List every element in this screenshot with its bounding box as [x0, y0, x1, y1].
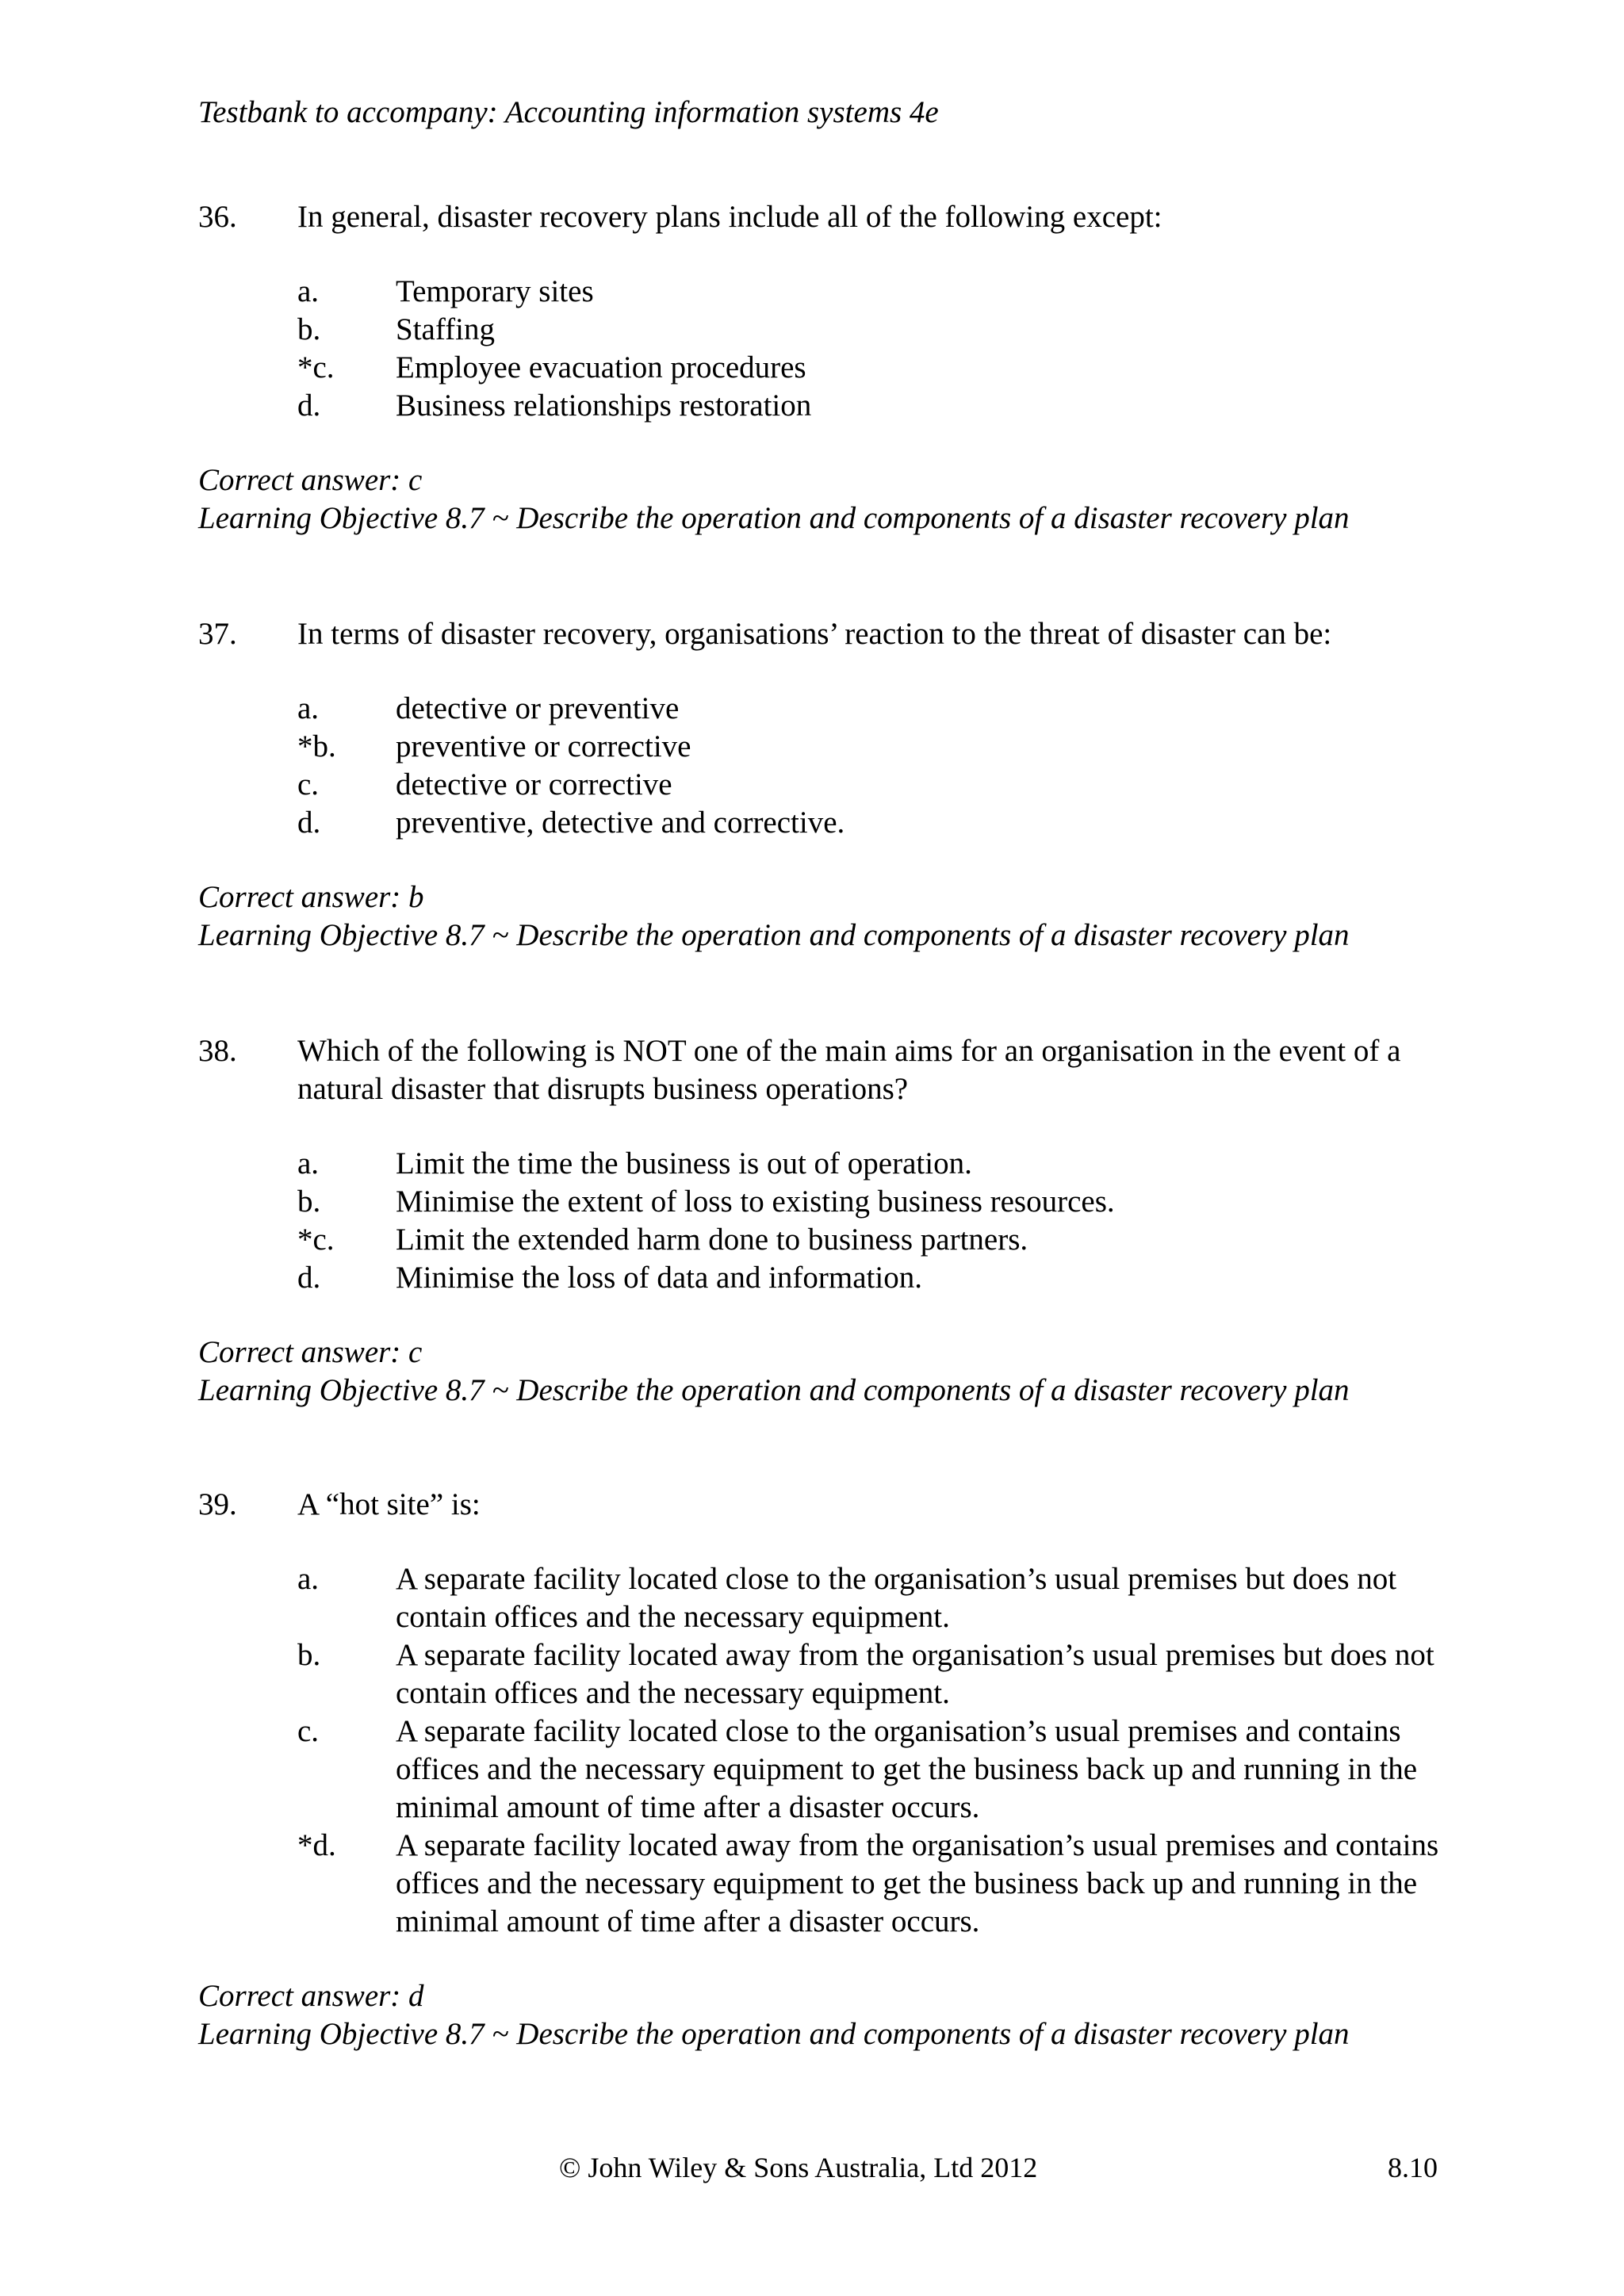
correct-answer: Correct answer: b	[198, 880, 424, 914]
question-stem	[198, 615, 1435, 653]
option-text: Employee evacuation procedures	[396, 350, 806, 385]
option-item	[297, 387, 1435, 425]
option-item	[297, 1145, 1435, 1183]
question-36	[198, 198, 1435, 538]
option-text: Staffing	[396, 312, 495, 346]
answer-block	[198, 1977, 1435, 2053]
question-number: 39.	[198, 1487, 237, 1521]
learning-objective: Learning Objective 8.7 ~ Describe the operation and components of a disaster recovery plan	[198, 501, 1350, 535]
option-text: preventive, detective and corrective.	[396, 806, 845, 840]
option-item	[297, 1560, 1435, 1636]
option-letter: *c.	[297, 1223, 335, 1257]
answer-block	[198, 878, 1435, 955]
option-list	[297, 1560, 1439, 1941]
answer-block	[198, 461, 1435, 538]
option-letter: c.	[297, 767, 320, 802]
correct-answer: Correct answer: d	[198, 1979, 424, 2013]
option-item	[297, 728, 1435, 766]
question-text: In general, disaster recovery plans include all of the following except:	[297, 200, 1162, 234]
option-item	[297, 1712, 1435, 1827]
learning-objective: Learning Objective 8.7 ~ Describe the operation and components of a disaster recovery plan	[198, 1373, 1350, 1407]
option-list	[297, 690, 1435, 842]
option-letter: *b.	[297, 729, 336, 763]
option-text: Limit the extended harm done to business partners.	[396, 1223, 1028, 1257]
option-text: Minimise the extent of loss to existing business resources.	[396, 1184, 1115, 1219]
option-item	[297, 804, 1435, 842]
option-letter: a.	[297, 1562, 320, 1596]
option-list	[297, 1145, 1435, 1297]
question-38	[198, 1032, 1435, 1410]
option-letter: *c.	[297, 350, 335, 385]
option-item	[297, 1221, 1435, 1259]
option-item	[297, 1636, 1435, 1712]
option-text: A separate facility located close to the organisation’s usual premises but does not contain offices and the necessary equipment.	[396, 1562, 1397, 1634]
learning-objective: Learning Objective 8.7 ~ Describe the operation and components of a disaster recovery plan	[198, 918, 1350, 952]
page-number: 8.10	[1388, 2152, 1438, 2183]
option-item	[297, 1827, 1439, 1941]
question-text: Which of the following is NOT one of the main aims for an organisation in the event of a natural disaster that disrupts business operations?	[297, 1034, 1401, 1106]
option-letter: a.	[297, 1146, 320, 1181]
option-item	[297, 1259, 1435, 1297]
option-letter: *d.	[297, 1828, 336, 1862]
correct-answer: Correct answer: c	[198, 463, 423, 497]
question-text: A “hot site” is:	[297, 1487, 481, 1521]
option-item	[297, 273, 1435, 311]
option-text: A separate facility located away from the organisation’s usual premises and contains offices and the necessary equipment to get the business back up and running in the minimal amount of time after a disaster occurs.	[396, 1828, 1439, 1938]
option-letter: d.	[297, 806, 321, 840]
option-item	[297, 311, 1435, 349]
correct-answer: Correct answer: c	[198, 1335, 423, 1369]
question-stem	[198, 198, 1435, 236]
option-item	[297, 1183, 1435, 1221]
question-text: In terms of disaster recovery, organisations’ reaction to the threat of disaster can be:	[297, 617, 1332, 651]
option-letter: c.	[297, 1714, 320, 1748]
option-letter: b.	[297, 1638, 321, 1672]
option-text: detective or corrective	[396, 767, 672, 802]
option-letter: b.	[297, 1184, 321, 1219]
question-stem	[198, 1486, 1435, 1524]
option-letter: b.	[297, 312, 321, 346]
footer-copyright: © John Wiley & Sons Australia, Ltd 2012	[559, 2152, 1038, 2183]
option-text: A separate facility located away from the organisation’s usual premises but does not contain offices and the necessary equipment.	[396, 1638, 1434, 1710]
option-letter: d.	[297, 388, 321, 423]
option-item	[297, 690, 1435, 728]
option-text: preventive or corrective	[396, 729, 691, 763]
option-list	[297, 273, 1435, 425]
option-text: Business relationships restoration	[396, 388, 812, 423]
option-item	[297, 349, 1435, 387]
learning-objective: Learning Objective 8.7 ~ Describe the operation and components of a disaster recovery plan	[198, 2017, 1350, 2051]
option-text: Minimise the loss of data and information.	[396, 1261, 922, 1295]
option-letter: a.	[297, 274, 320, 308]
option-text: Limit the time the business is out of operation.	[396, 1146, 972, 1181]
question-number: 38.	[198, 1034, 237, 1068]
option-text: Temporary sites	[396, 274, 594, 308]
page-header: Testbank to accompany: Accounting information systems 4e	[198, 95, 939, 129]
option-text: A separate facility located close to the organisation’s usual premises and contains offices and the necessary equipment to get the business back up and running in the minimal amount of time after a disaster occurs.	[396, 1714, 1418, 1824]
option-letter: a.	[297, 691, 320, 725]
option-text: detective or preventive	[396, 691, 680, 725]
answer-block	[198, 1334, 1435, 1410]
question-number: 36.	[198, 200, 237, 234]
question-number: 37.	[198, 617, 237, 651]
question-stem	[198, 1032, 1435, 1108]
question-37	[198, 615, 1435, 955]
option-item	[297, 766, 1435, 804]
question-39	[198, 1486, 1439, 2053]
option-letter: d.	[297, 1261, 321, 1295]
